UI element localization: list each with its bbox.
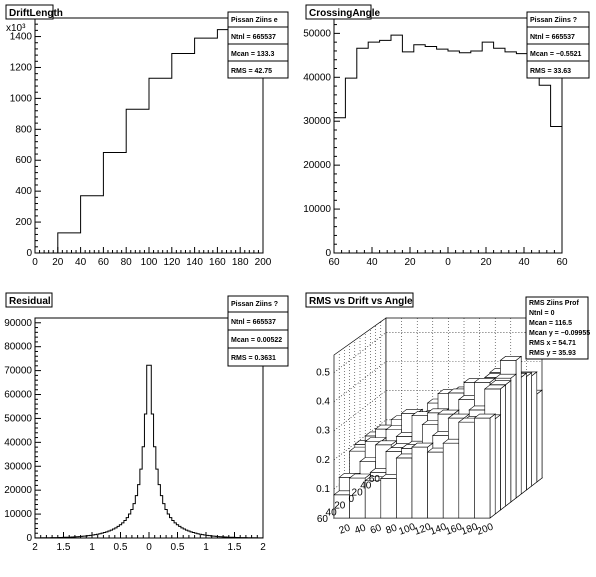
z-tick-label: 0.4 [316, 396, 330, 408]
x-tick-label: 2 [260, 542, 266, 553]
x-tick-label: 60 [97, 257, 109, 268]
lego-bar-side [537, 390, 542, 482]
y-tick-label: 10000 [303, 204, 331, 216]
x-tick-label: 0 [32, 257, 38, 268]
lego-bar-side [532, 372, 537, 486]
stats-title: Pissan Ziins ? [231, 301, 279, 308]
lego-bar-side [526, 373, 531, 490]
lego-bar-front [381, 478, 397, 518]
y-tick-label: 50000 [303, 28, 331, 40]
z-tick-label: 0.2 [316, 454, 330, 466]
x-tick-label: 0.5 [170, 542, 185, 553]
x-tick-label: 20 [337, 522, 352, 537]
lego-bar-front [474, 418, 490, 518]
x-tick-label: 160 [209, 257, 226, 268]
x-tick-label: 1 [203, 542, 209, 553]
y-tick-label: 40000 [303, 72, 331, 84]
y-tick-label: 400 [15, 186, 32, 198]
x-tick-label: 140 [186, 257, 203, 268]
y-tick-label: 20 [351, 487, 363, 499]
x-tick-label: 40 [366, 257, 378, 268]
lego-bar-side [500, 385, 505, 510]
stats-entries: Ntnl = 665537 [231, 34, 276, 41]
y-tick-label: 60000 [4, 389, 32, 401]
y-tick-label: 800 [15, 124, 32, 136]
lego-bar-front [412, 447, 428, 518]
x-tick-label: 180 [231, 257, 249, 268]
lego-bar-front [396, 458, 412, 518]
panel-rms-lego [306, 293, 590, 538]
x-tick-label: 100 [140, 257, 158, 268]
histogram-line [35, 365, 263, 538]
lego-bar-side [490, 414, 495, 518]
y-multiplier-label: x10³ [6, 23, 26, 34]
y-tick-label: 60 [316, 514, 328, 525]
x-tick-label: 40 [353, 522, 368, 537]
y-tick-label: 1400 [9, 31, 32, 43]
x-tick-label: 0 [146, 542, 152, 553]
y-tick-label: 0 [348, 494, 354, 505]
y-tick-label: 50000 [4, 413, 32, 425]
stats-title: Pissan Ziins ? [530, 17, 578, 24]
x-tick-label: 80 [384, 522, 399, 537]
z-tick-label: 0.1 [316, 483, 330, 495]
lego-bar-side [506, 381, 511, 506]
y-tick-label: 0 [26, 248, 32, 259]
y-tick-label: 0 [26, 533, 32, 544]
x-tick-label: 1.5 [56, 542, 71, 553]
y-tick-label: 20 [334, 500, 346, 512]
y-tick-label: 30000 [303, 116, 331, 128]
x-tick-label: 120 [413, 521, 433, 538]
panel-residual [4, 293, 288, 553]
y-tick-label: 1000 [9, 93, 32, 105]
y-tick-label: 20000 [303, 160, 331, 172]
stats-mean: Mcan = 0.00522 [231, 337, 283, 344]
lego-bar-side [521, 373, 526, 494]
stats-title: Pissan Ziins e [231, 17, 278, 24]
stats-mean: Mcan = 116.5 [529, 320, 573, 327]
stats-entries: Ntnl = 665537 [231, 319, 276, 326]
stats-rms-y: RMS y = 35.93 [529, 350, 576, 357]
stats-mean: Mcan = −0.5521 [530, 51, 582, 58]
x-tick-label: 200 [475, 521, 495, 538]
y-tick-label: 40000 [4, 437, 32, 449]
chart-title: CrossingAngle [309, 8, 381, 19]
y-tick-label: 90000 [4, 317, 32, 329]
x-tick-label: 60 [368, 522, 384, 537]
x-tick-label: 160 [444, 521, 464, 538]
axis-ticks [4, 318, 266, 553]
y-tick-label: 1200 [9, 62, 32, 74]
x-tick-label: 180 [459, 521, 480, 538]
stats-box [527, 12, 589, 78]
y-tick-label: 10000 [4, 509, 32, 521]
x-tick-label: 60 [556, 257, 568, 268]
stats-entries: Ntnl = 665537 [530, 34, 575, 41]
x-tick-label: 40 [518, 257, 530, 268]
stats-rms-x: RMS x = 54.71 [529, 340, 576, 347]
y-tick-label: 60 [368, 474, 380, 485]
chart-title: RMS vs Drift vs Angle [309, 296, 413, 307]
stats-rms: RMS = 0.3631 [231, 355, 276, 362]
panel-crossingangle [303, 5, 589, 268]
stats-rms: RMS = 33.63 [530, 68, 572, 75]
stats-entries: Ntnl = 0 [529, 310, 555, 317]
chart-title: DriftLength [9, 8, 63, 19]
y-tick-label: 70000 [4, 365, 32, 377]
x-tick-label: 20 [52, 257, 64, 268]
x-tick-label: 100 [397, 521, 417, 538]
lego-bar-side [511, 374, 516, 502]
x-tick-label: 2 [32, 542, 38, 553]
y-tick-label: 0 [325, 248, 331, 259]
x-tick-label: 0 [445, 257, 451, 268]
x-tick-label: 20 [480, 257, 492, 268]
y-tick-label: 600 [15, 155, 32, 167]
stats-mean: Mcan = 133.3 [231, 51, 275, 58]
x-tick-label: 200 [254, 257, 272, 268]
y-tick-label: 40 [325, 507, 337, 519]
stats-rms: RMS = 42.75 [231, 68, 273, 75]
y-tick-label: 200 [15, 217, 32, 229]
x-tick-label: 80 [120, 257, 132, 268]
y-tick-label: 80000 [4, 341, 32, 353]
x-tick-label: 40 [75, 257, 87, 268]
stats-mean-y: Mcan y = −0.09955 [529, 330, 591, 337]
lego-bar-front [459, 422, 475, 518]
stats-box [228, 296, 288, 366]
stats-title: RMS Ziins Prof [529, 300, 579, 307]
x-tick-label: 0.5 [113, 542, 128, 553]
histogram-residual [35, 365, 263, 538]
x-tick-label: 140 [428, 521, 449, 538]
z-tick-label: 0.3 [316, 425, 330, 437]
y-tick-label: 30000 [4, 461, 32, 473]
y-tick-label: 20000 [4, 485, 32, 497]
chart-title: Residual [9, 296, 51, 307]
lego-bar-front [428, 452, 444, 518]
lego-bar-side [516, 356, 521, 498]
x-tick-label: 1.5 [227, 542, 242, 553]
stats-box [526, 297, 590, 359]
panel-driftlength [6, 5, 288, 268]
lego-bar-front [443, 443, 459, 518]
z-tick-label: 0.5 [316, 367, 330, 379]
x-tick-label: 1 [89, 542, 95, 553]
stats-box [228, 12, 288, 78]
x-tick-label: 120 [163, 257, 181, 268]
x-tick-label: 60 [328, 257, 340, 268]
lego-bar-side [495, 415, 500, 514]
y-tick-label: 40 [360, 480, 372, 492]
x-tick-label: 20 [404, 257, 416, 268]
